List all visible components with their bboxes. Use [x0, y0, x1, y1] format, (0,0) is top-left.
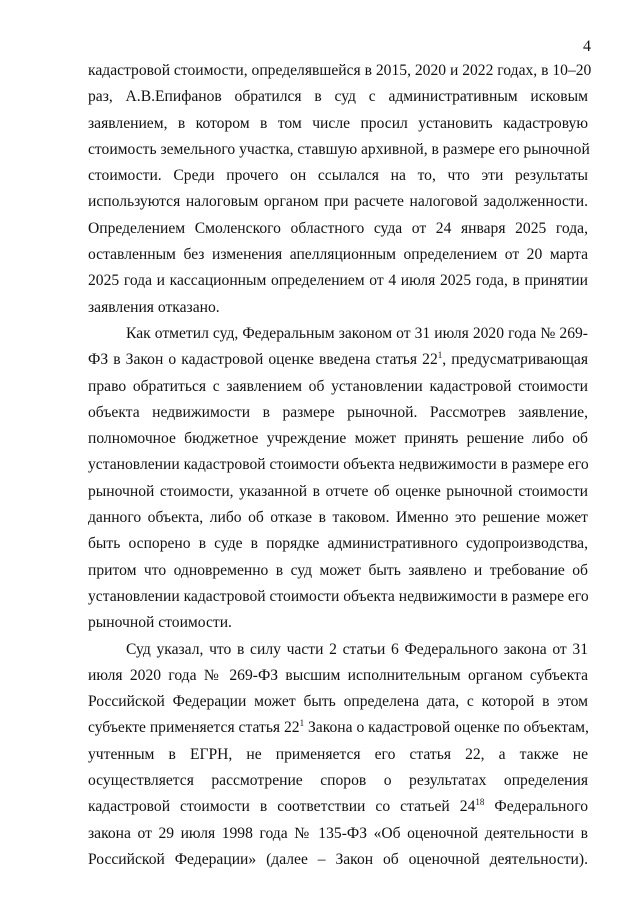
text-line: заявления отказано.: [88, 298, 220, 316]
text-segment: Федерального: [484, 798, 588, 816]
text-segment: кадастровой стоимости в соответствии со статьей 24: [88, 798, 476, 816]
text-line: Российской Федерации» (далее – Закон об оценочной деятельности).: [88, 850, 588, 868]
body-text: [88, 58, 592, 873]
page-number: 4: [583, 38, 591, 55]
text-line: используются налоговым органом при расчете налоговой задолженности.: [88, 193, 588, 211]
text-line: объекта недвижимости в размере рыночной. Рассмотрев заявление,: [88, 403, 588, 421]
paragraph-1: [88, 58, 592, 321]
text-line: июля 2020 года № 269-ФЗ высшим исполнительным органом субъекта: [88, 666, 588, 684]
text-line: закона от 29 июля 1998 года № 135-ФЗ «Об оценочной деятельности в: [88, 824, 588, 842]
text-line: рыночной стоимости, указанной в отчете об оценке рыночной стоимости: [88, 482, 588, 500]
text-line: установлении кадастровой стоимости объекта недвижимости в размере его: [88, 587, 589, 605]
text-line: Как отметил суд, Федеральным законом от 31 июля 2020 года № 269-: [126, 324, 588, 342]
text-line-with-footnote: [88, 715, 588, 741]
text-segment: ФЗ в Закон о кадастровой оценке введена статья 22: [88, 351, 438, 369]
text-segment: Закона о кадастровой оценке по объектам,: [304, 719, 589, 737]
paragraph-3: [88, 637, 588, 874]
text-line: Суд указал, что в силу части 2 статьи 6 Федерального закона от 31: [126, 640, 588, 658]
text-line: Российской Федерации может быть определена дата, с которой в этом: [88, 693, 588, 711]
text-line: стоимость земельного участка, ставшую архивной, в размере его рыночной: [88, 140, 590, 158]
text-line: оставленным без изменения апелляционным определением от 20 марта: [88, 246, 588, 264]
text-segment: , предусматривающая: [442, 351, 588, 369]
text-line: кадастровой стоимости, определявшейся в 2015, 2020 и 2022 годах, в 10–20: [88, 62, 592, 79]
text-segment: субъекте применяется статья 22: [88, 719, 300, 737]
text-line: притом что одновременно в суд может быть заявлено и требование об: [88, 561, 588, 579]
superscript: 1: [299, 718, 305, 729]
superscript: 1: [437, 350, 443, 361]
text-line: полномочное бюджетное учреждение может принять решение либо об: [88, 430, 588, 448]
text-line: установлении кадастровой стоимости объекта недвижимости в размере его: [88, 456, 589, 474]
text-line: раз, А.В.Епифанов обратился в суд с административным исковым: [88, 88, 588, 106]
text-line: рыночной стоимости.: [88, 614, 232, 632]
text-line: право обратиться с заявлением об установлении кадастровой стоимости: [88, 377, 588, 395]
text-line: осуществляется рассмотрение споров о результатах определения: [88, 772, 588, 790]
text-line: стоимости. Среди прочего он ссылался на то, что эти результаты: [88, 167, 588, 185]
text-line: данного объекта, либо об отказе в таковом. Именно это решение может: [88, 509, 588, 527]
text-line: заявлением, в котором в том числе просил установить кадастровую: [88, 114, 588, 132]
text-line-with-footnote: [88, 794, 588, 820]
paragraph-2: [88, 321, 588, 637]
text-line: учтенным в ЕГРН, не применяется его статья 22, а также не: [88, 745, 588, 763]
text-line: 2025 года и кассационным определением от 4 июля 2025 года, в принятии: [88, 272, 588, 290]
superscript: 18: [475, 797, 485, 808]
text-line: Определением Смоленского областного суда от 24 января 2025 года,: [88, 219, 588, 237]
text-line: быть оспорено в суде в порядке административного судопроизводства,: [88, 535, 588, 553]
text-line-with-footnote: [88, 347, 588, 373]
